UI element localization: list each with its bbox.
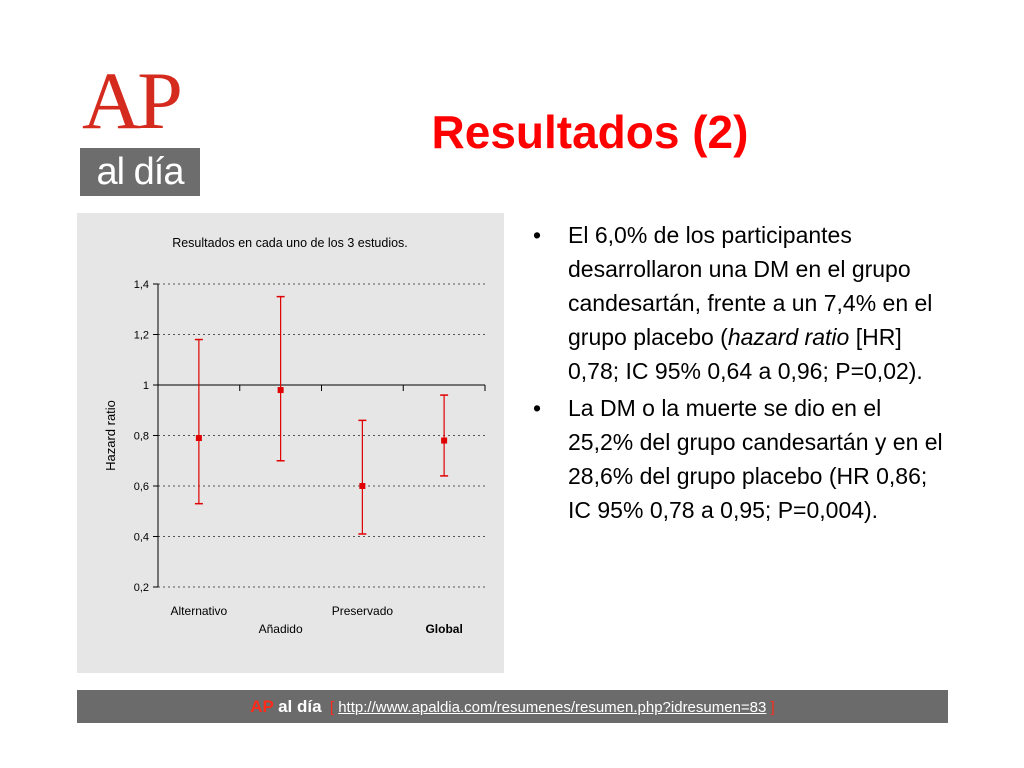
x-category-label: Global: [425, 622, 463, 636]
results-bullet-list: [530, 218, 950, 530]
y-tick-label: 0,6: [133, 481, 149, 493]
chart-panel: [77, 213, 504, 673]
y-tick-label: 1,4: [133, 279, 149, 291]
logo-ap-text: AP: [82, 55, 179, 146]
hazard-ratio-point: [441, 438, 447, 444]
footer-bracket-close: ]: [770, 699, 775, 716]
ap-aldia-logo: [80, 55, 202, 196]
footer-bar: [77, 690, 948, 723]
hazard-ratio-point: [196, 435, 202, 441]
footer-bracket-open: [: [329, 699, 335, 716]
bullet-1-italic-term: hazard ratio: [727, 324, 850, 350]
bullet-1-text: El 6,0% de los participantes desarrollaron una DM en el grupo candesartán, frente a un 7,4% en el grupo placebo (: [568, 222, 933, 350]
bullet-2-text: La DM o la muerte se dio en el 25,2% del grupo candesartán y en el 28,6% del grupo placebo (HR 0,86; IC 95% 0,78 a 0,95; P=0,004).: [568, 395, 943, 523]
hazard-ratio-point: [278, 387, 284, 393]
bullet-item-2: [530, 391, 950, 527]
y-tick-label: 1: [142, 380, 149, 392]
footer-brand-ap: AP: [250, 697, 274, 716]
chart-title: Resultados en cada uno de los 3 estudios.: [172, 236, 408, 250]
footer-brand-aldia: al día: [278, 697, 322, 716]
y-tick-label: 0,4: [133, 531, 149, 544]
x-category-label: Alternativo: [170, 604, 228, 618]
y-axis-label: Hazard ratio: [103, 400, 118, 471]
bullet-item-1: [530, 218, 950, 388]
hazard-ratio-chart: [77, 213, 504, 673]
x-category-label: Añadido: [258, 622, 303, 636]
bullet-1-text-end: [HR] 0,78; IC 95% 0,64 a 0,96; P=0,02).: [568, 324, 923, 384]
y-tick-label: 0,2: [133, 582, 149, 594]
y-tick-label: 1,2: [133, 329, 149, 342]
bullet-marker: •: [533, 222, 542, 248]
slide-title: Resultados (2): [431, 106, 749, 158]
y-tick-label: 0,8: [133, 430, 149, 443]
logo-aldia-box: al día: [80, 148, 200, 196]
footer-source-link[interactable]: http://www.apaldia.com/resumenes/resumen.php?idresumen=83: [338, 699, 767, 716]
x-category-label: Preservado: [331, 604, 394, 618]
hazard-ratio-point: [359, 483, 365, 489]
bullet-marker: •: [533, 395, 542, 421]
